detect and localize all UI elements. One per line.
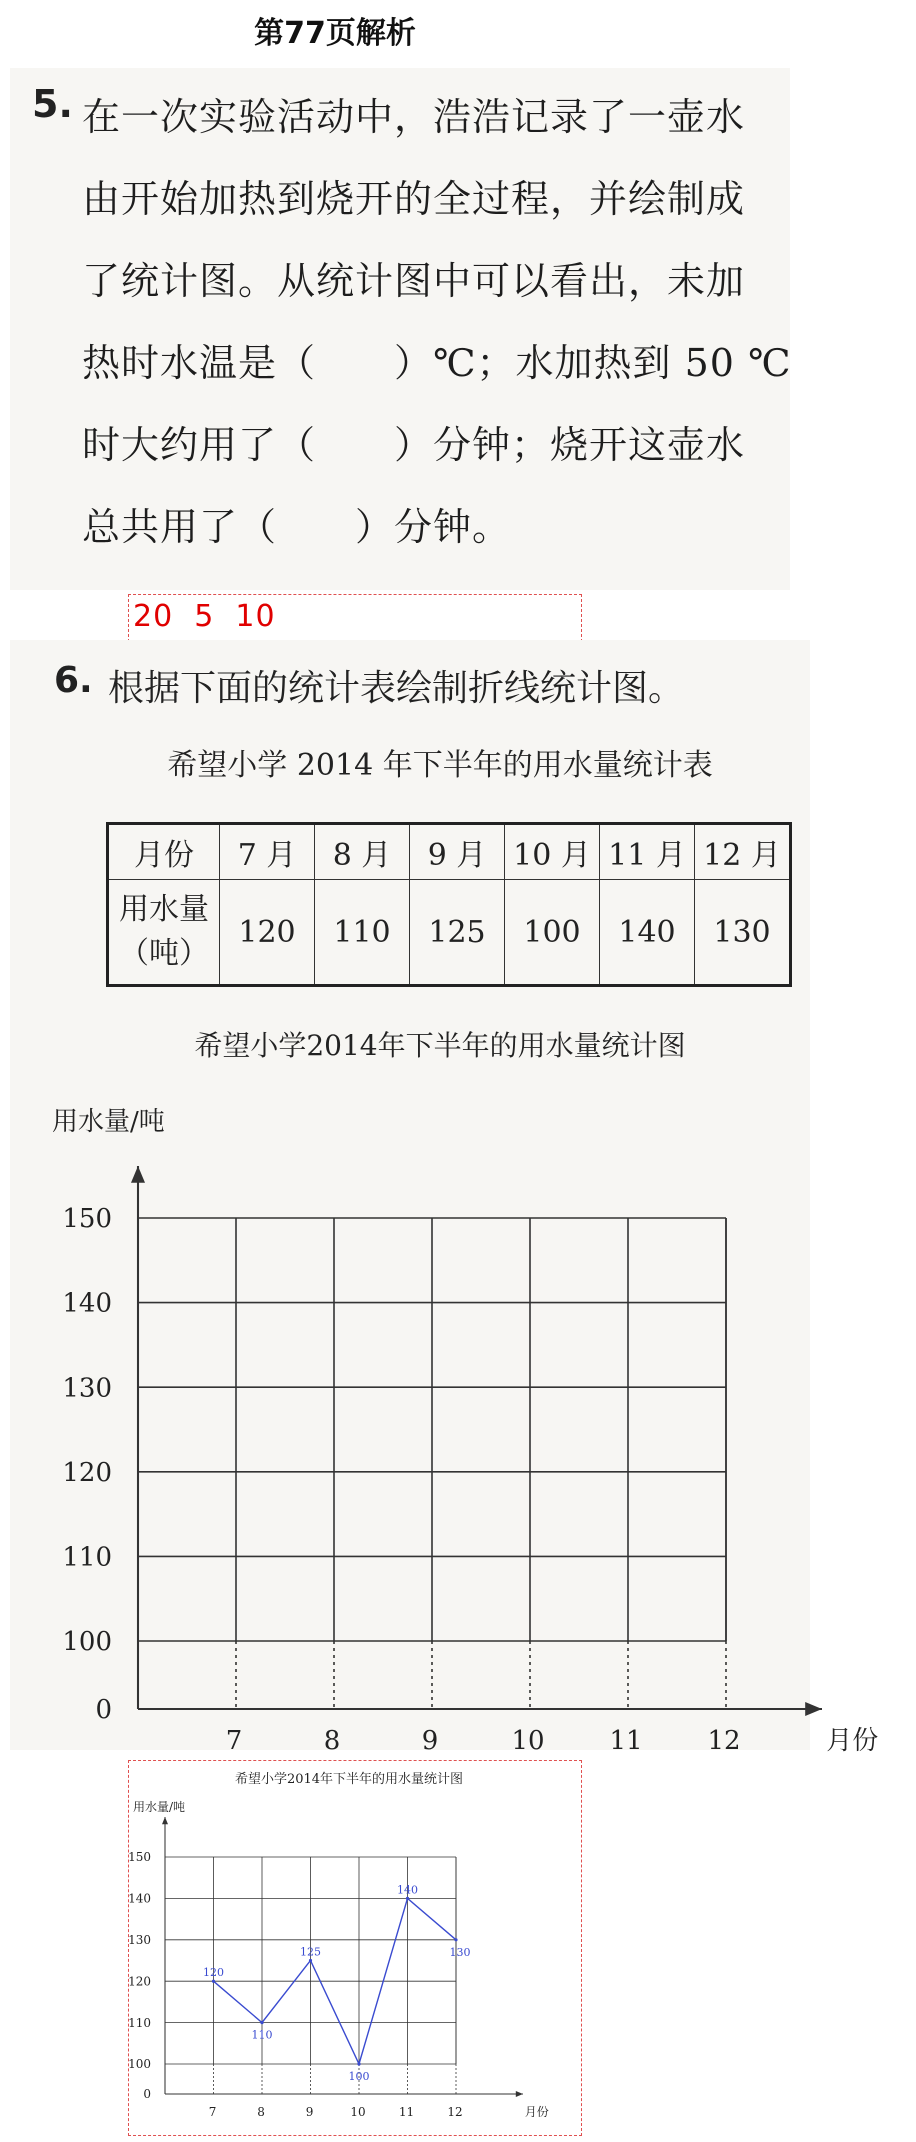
x-tick-label: 11 <box>609 1726 643 1756</box>
table-value-cell: 130 <box>695 880 791 986</box>
table-value-cell: 125 <box>410 880 505 986</box>
data-label: 110 <box>251 2028 273 2042</box>
table-header-usage <box>108 880 220 986</box>
data-point <box>260 2021 263 2024</box>
data-label: 100 <box>348 2070 370 2083</box>
table-month-cell: 8 月 <box>315 824 410 880</box>
y-axis-label: 用水量/吨 <box>52 1107 165 1137</box>
table-month-cell: 9 月 <box>410 824 505 880</box>
question-line: 时大约用了（ ）分钟；烧开这壶水 <box>82 423 746 467</box>
x-tick-label: 10 <box>350 2105 366 2119</box>
table-month-cell: 11 月 <box>600 824 695 880</box>
x-tick-label: 8 <box>257 2105 265 2119</box>
y-tick-label: 110 <box>128 2015 151 2030</box>
question-line: 热时水温是（ ）℃；水加热到 50 ℃ <box>82 341 792 385</box>
empty-line-chart <box>10 1080 879 1756</box>
data-label: 125 <box>300 1945 321 1959</box>
page-title: 第77页解析 <box>254 16 416 51</box>
answer-line-chart <box>129 1761 581 2135</box>
data-label: 140 <box>397 1883 418 1897</box>
x-axis-label: 月份 <box>826 1726 879 1756</box>
x-tick-label: 9 <box>305 2105 314 2119</box>
data-point <box>454 1938 457 1941</box>
x-tick-label: 12 <box>707 1726 741 1756</box>
x-axis-arrow <box>516 2091 523 2097</box>
y-tick-label: 140 <box>128 1891 151 1906</box>
x-tick-label: 9 <box>421 1726 439 1756</box>
y-tick-label: 110 <box>62 1542 112 1573</box>
x-tick-label: 8 <box>323 1726 341 1756</box>
table-value-cell: 120 <box>220 880 315 986</box>
question-line: 由开始加热到烧开的全过程，并绘制成 <box>82 177 746 221</box>
y-tick-label: 0 <box>143 2087 151 2102</box>
chart-title: 希望小学2014年下半年的用水量统计图 <box>194 1029 686 1062</box>
table-header-unit: （吨） <box>119 936 209 971</box>
table-month-cell: 7 月 <box>220 824 315 880</box>
y-tick-label: 100 <box>128 2057 151 2072</box>
question-number: 5. <box>32 82 73 126</box>
question-5 <box>10 68 790 590</box>
water-usage-table <box>106 822 792 987</box>
table-header-usage-line: 用水量 <box>119 892 209 927</box>
table-value-cell: 110 <box>315 880 410 986</box>
table-value-cell: 140 <box>600 880 695 986</box>
table-month-cell: 10 月 <box>505 824 600 880</box>
answer-box-q5 <box>128 594 582 642</box>
y-tick-label: 130 <box>62 1373 112 1404</box>
table-value-cell: 100 <box>505 880 600 986</box>
data-point <box>406 1897 409 1900</box>
y-tick-label: 130 <box>128 1933 151 1947</box>
y-tick-label: 140 <box>62 1288 112 1319</box>
question-line: 在一次实验活动中，浩浩记录了一壶水 <box>82 95 746 139</box>
data-point <box>212 1980 215 1983</box>
question-prompt: 根据下面的统计表绘制折线统计图。 <box>108 668 685 709</box>
x-tick-label: 10 <box>511 1726 545 1756</box>
y-axis-arrow <box>131 1166 145 1183</box>
y-tick-label: 150 <box>128 1850 151 1865</box>
x-tick-label: 7 <box>225 1726 243 1756</box>
x-tick-label: 12 <box>447 2105 463 2119</box>
table-title: 希望小学 2014 年下半年的用水量统计表 <box>167 748 713 783</box>
x-axis-arrow <box>805 1702 822 1716</box>
data-label: 130 <box>449 1945 471 1959</box>
x-tick-label: 11 <box>398 2105 415 2119</box>
y-tick-label: 150 <box>62 1204 112 1235</box>
question-number: 6. <box>54 660 93 701</box>
table-month-cell: 12 月 <box>695 824 791 880</box>
table-header-month: 月份 <box>108 824 220 880</box>
question-line: 了统计图。从统计图中可以看出，未加 <box>82 259 746 303</box>
data-point <box>309 1959 312 1962</box>
answer-text: 20 5 10 <box>133 599 276 634</box>
y-tick-label: 100 <box>62 1627 112 1658</box>
answer-box-q6 <box>128 1760 582 2136</box>
x-axis-label: 月份 <box>524 2105 549 2119</box>
y-tick-label: 0 <box>95 1695 112 1726</box>
chart-title: 希望小学2014年下半年的用水量统计图 <box>234 1772 464 1787</box>
data-point <box>357 2062 360 2065</box>
y-tick-label: 120 <box>128 1974 151 1989</box>
y-tick-label: 120 <box>62 1457 112 1488</box>
x-tick-label: 7 <box>208 2105 217 2119</box>
data-label: 120 <box>203 1966 224 1980</box>
y-axis-arrow <box>162 1817 168 1824</box>
y-axis-label: 用水量/吨 <box>133 1800 186 1814</box>
question-line: 总共用了（ ）分钟。 <box>82 505 512 549</box>
